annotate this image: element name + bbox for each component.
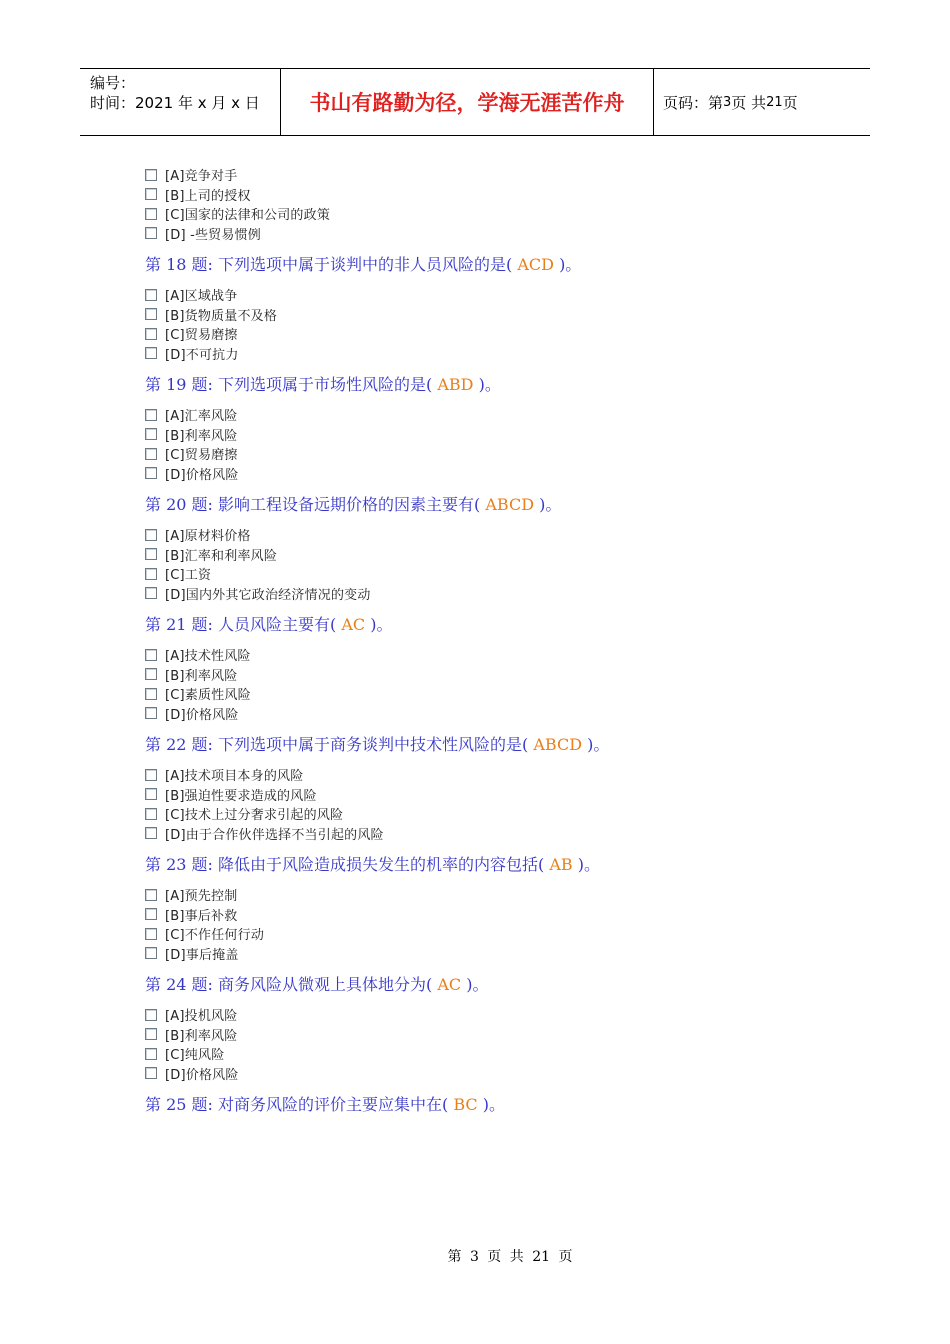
checkbox-icon[interactable]	[145, 289, 157, 301]
question-prefix: 第 25 题: 对商务风险的评价主要应集中在(	[145, 1095, 449, 1114]
question-answer: BC	[448, 1095, 483, 1114]
option-item[interactable]	[145, 1005, 845, 1025]
checkbox-icon[interactable]	[145, 169, 157, 181]
checkbox-icon[interactable]	[145, 568, 157, 580]
option-item[interactable]	[145, 305, 845, 325]
checkbox-icon[interactable]	[145, 668, 157, 680]
checkbox-icon[interactable]	[145, 347, 157, 359]
option-item[interactable]	[145, 425, 845, 445]
header-meta	[80, 69, 281, 135]
option-item[interactable]	[145, 1044, 845, 1064]
option-label: [C]技术上过分奢求引起的风险	[165, 808, 344, 824]
checkbox-icon[interactable]	[145, 409, 157, 421]
option-label: [A]预先控制	[165, 889, 238, 905]
option-item[interactable]	[145, 804, 845, 824]
checkbox-icon[interactable]	[145, 1028, 157, 1040]
checkbox-icon[interactable]	[145, 448, 157, 460]
page-prefix: 页码：第	[663, 93, 724, 112]
checkbox-icon[interactable]	[145, 587, 157, 599]
option-item[interactable]	[145, 1064, 845, 1084]
option-label: [A]竞争对手	[165, 169, 238, 185]
option-label: [C]贸易磨擦	[165, 448, 238, 464]
checkbox-icon[interactable]	[145, 188, 157, 200]
option-label: [C]国家的法律和公司的政策	[165, 208, 331, 224]
checkbox-icon[interactable]	[145, 788, 157, 800]
question-text	[145, 973, 845, 996]
option-group	[145, 1005, 845, 1083]
question-prefix: 第 24 题: 商务风险从微观上具体地分为(	[145, 975, 433, 994]
page-total: 21	[766, 94, 783, 110]
option-item[interactable]	[145, 185, 845, 205]
option-label: [D]价格风险	[165, 1067, 239, 1083]
option-group	[145, 285, 845, 363]
question-answer: ACD	[512, 255, 560, 274]
checkbox-icon[interactable]	[145, 548, 157, 560]
page-mid: 页 共	[731, 93, 767, 112]
option-label: [C]工资	[165, 568, 212, 584]
option-item[interactable]	[145, 885, 845, 905]
option-item[interactable]	[145, 204, 845, 224]
question-suffix: )。	[587, 735, 610, 754]
option-item[interactable]	[145, 1025, 845, 1045]
option-item[interactable]	[145, 444, 845, 464]
question-answer: ABCD	[528, 735, 588, 754]
checkbox-icon[interactable]	[145, 928, 157, 940]
header-motto	[281, 69, 654, 135]
question-suffix: )。	[539, 495, 562, 514]
option-label: [A]汇率风险	[165, 409, 238, 425]
option-item[interactable]	[145, 765, 845, 785]
option-item[interactable]	[145, 905, 845, 925]
question-text	[145, 733, 845, 756]
question-prefix: 第 18 题: 下列选项中属于谈判中的非人员风险的是(	[145, 255, 513, 274]
checkbox-icon[interactable]	[145, 827, 157, 839]
option-item[interactable]	[145, 785, 845, 805]
number-label: 编号：	[90, 74, 136, 92]
option-label: [B]利率风险	[165, 1028, 238, 1044]
option-group	[145, 645, 845, 723]
option-group	[145, 765, 845, 843]
checkbox-icon[interactable]	[145, 1067, 157, 1079]
question-text	[145, 613, 845, 636]
option-item[interactable]	[145, 344, 845, 364]
checkbox-icon[interactable]	[145, 328, 157, 340]
question-answer: AC	[432, 975, 467, 994]
option-item[interactable]	[145, 944, 845, 964]
option-item[interactable]	[145, 684, 845, 704]
option-item[interactable]	[145, 405, 845, 425]
option-group	[145, 885, 845, 963]
checkbox-icon[interactable]	[145, 707, 157, 719]
checkbox-icon[interactable]	[145, 769, 157, 781]
option-label: [A]投机风险	[165, 1009, 238, 1025]
option-item[interactable]	[145, 525, 845, 545]
page-footer: 第 3 页 共 21 页	[447, 1249, 573, 1265]
option-item[interactable]	[145, 285, 845, 305]
question-prefix: 第 22 题: 下列选项中属于商务谈判中技术性风险的是(	[145, 735, 529, 754]
option-group	[145, 165, 845, 243]
time-label: 时间：2021 年 x 月 x 日	[90, 94, 260, 112]
option-group	[145, 405, 845, 483]
checkbox-icon[interactable]	[145, 308, 157, 320]
option-label: [B]上司的授权	[165, 188, 251, 204]
question-answer: ABCD	[480, 495, 540, 514]
checkbox-icon[interactable]	[145, 428, 157, 440]
option-item[interactable]	[145, 464, 845, 484]
checkbox-icon[interactable]	[145, 947, 157, 959]
option-item[interactable]	[145, 824, 845, 844]
option-item[interactable]	[145, 584, 845, 604]
page-current: 3	[723, 94, 732, 110]
checkbox-icon[interactable]	[145, 1048, 157, 1060]
option-label: [B]利率风险	[165, 428, 238, 444]
option-label: [C]贸易磨擦	[165, 328, 238, 344]
option-label: [A]原材料价格	[165, 529, 251, 545]
header-page-info	[654, 69, 870, 135]
option-label: [D] -些贸易惯例	[165, 227, 261, 243]
question-suffix: )。	[577, 855, 600, 874]
question-text	[145, 1093, 845, 1116]
page-suffix: 页	[782, 93, 798, 112]
option-label: [B]强迫性要求造成的风险	[165, 788, 317, 804]
question-prefix: 第 19 题: 下列选项属于市场性风险的是(	[145, 375, 433, 394]
question-text	[145, 853, 845, 876]
option-label: [C]纯风险	[165, 1048, 225, 1064]
option-label: [A]区域战争	[165, 289, 238, 305]
option-group	[145, 525, 845, 603]
option-label: [C]不作任何行动	[165, 928, 265, 944]
question-suffix: )。	[559, 255, 582, 274]
question-suffix: )。	[370, 615, 393, 634]
question-suffix: )。	[466, 975, 489, 994]
checkbox-icon[interactable]	[145, 649, 157, 661]
option-item[interactable]	[145, 545, 845, 565]
checkbox-icon[interactable]	[145, 208, 157, 220]
question-prefix: 第 20 题: 影响工程设备远期价格的因素主要有(	[145, 495, 481, 514]
option-label: [A]技术性风险	[165, 649, 251, 665]
page-header	[80, 68, 870, 136]
checkbox-icon[interactable]	[145, 227, 157, 239]
option-label: [A]技术项目本身的风险	[165, 769, 304, 785]
checkbox-icon[interactable]	[145, 1009, 157, 1021]
question-text	[145, 373, 845, 396]
option-label: [B]汇率和利率风险	[165, 548, 278, 564]
checkbox-icon[interactable]	[145, 467, 157, 479]
option-item[interactable]	[145, 924, 845, 944]
option-item[interactable]	[145, 645, 845, 665]
question-answer: ABD	[432, 375, 479, 394]
option-item[interactable]	[145, 564, 845, 584]
option-item[interactable]	[145, 704, 845, 724]
option-item[interactable]	[145, 324, 845, 344]
checkbox-icon[interactable]	[145, 688, 157, 700]
option-label: [B]货物质量不及格	[165, 308, 278, 324]
question-list	[145, 165, 845, 1125]
option-label: [D]价格风险	[165, 467, 239, 483]
question-suffix: )。	[478, 375, 501, 394]
checkbox-icon[interactable]	[145, 908, 157, 920]
option-label: [D]不可抗力	[165, 347, 239, 363]
motto-text: 书山有路勤为径，学海无涯苦作舟	[309, 91, 625, 115]
option-label: [D]国内外其它政治经济情况的变动	[165, 587, 371, 603]
question-prefix: 第 21 题: 人员风险主要有(	[145, 615, 337, 634]
option-label: [D]由于合作伙伴选择不当引起的风险	[165, 827, 384, 843]
checkbox-icon[interactable]	[145, 808, 157, 820]
option-label: [B]利率风险	[165, 668, 238, 684]
option-label: [D]价格风险	[165, 707, 239, 723]
question-text	[145, 253, 845, 276]
question-prefix: 第 23 题: 降低由于风险造成损失发生的机率的内容包括(	[145, 855, 545, 874]
checkbox-icon[interactable]	[145, 529, 157, 541]
question-text	[145, 493, 845, 516]
option-item[interactable]	[145, 165, 845, 185]
option-label: [B]事后补救	[165, 908, 238, 924]
option-label: [C]素质性风险	[165, 688, 251, 704]
option-item[interactable]	[145, 224, 845, 244]
question-answer: AB	[544, 855, 578, 874]
checkbox-icon[interactable]	[145, 889, 157, 901]
question-answer: AC	[336, 615, 371, 634]
option-label: [D]事后掩盖	[165, 947, 239, 963]
question-suffix: )。	[482, 1095, 505, 1114]
option-item[interactable]	[145, 665, 845, 685]
